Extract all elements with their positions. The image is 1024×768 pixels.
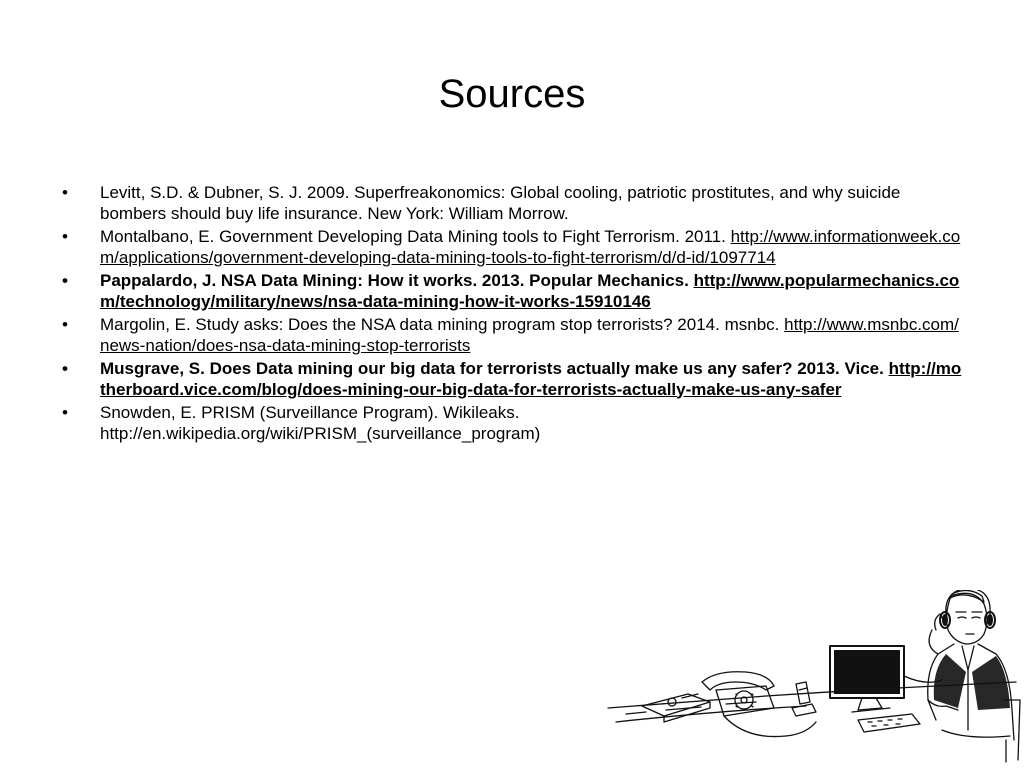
source-citation: Montalbano, E. Government Developing Data Mining tools to Fight Terrorism. 2011. — [100, 227, 726, 246]
source-link[interactable]: http://www.informationweek.com/applications/government-developing-data-mining-tools-to-fight-terrorism/d/d-id/1097714 — [100, 227, 961, 267]
bullet-icon: • — [62, 403, 68, 422]
source-link[interactable]: http://www.popularmechanics.com/technology/military/news/nsa-data-mining-how-it-works-15910146 — [100, 271, 960, 311]
sources-list — [62, 183, 962, 447]
source-item — [62, 183, 962, 224]
source-item — [62, 315, 962, 356]
source-item — [62, 403, 962, 444]
source-item — [62, 227, 962, 268]
bullet-icon: • — [62, 183, 68, 202]
source-citation: Levitt, S.D. & Dubner, S. J. 2009. Superfreakonomics: Global cooling, patriotic prostitutes, and why suicide bombers should buy life insurance. New York: William Morrow. — [100, 183, 901, 223]
source-citation: Snowden, E. PRISM (Surveillance Program). Wikileaks. — [100, 403, 520, 422]
source-citation: Pappalardo, J. NSA Data Mining: How it works. 2013. Popular Mechanics. — [100, 271, 689, 290]
bullet-icon: • — [62, 315, 68, 334]
source-citation: Musgrave, S. Does Data mining our big data for terrorists actually make us any safer? 2013. Vice. — [100, 359, 884, 378]
bullet-icon: • — [62, 359, 68, 378]
source-item — [62, 271, 962, 312]
source-item — [62, 359, 962, 400]
source-link[interactable]: http://motherboard.vice.com/blog/does-mining-our-big-data-for-terrorists-actually-make-us-any-safer — [100, 359, 962, 399]
source-citation: Margolin, E. Study asks: Does the NSA data mining program stop terrorists? 2014. msnbc. — [100, 315, 780, 334]
surveillance-agent-illustration — [606, 590, 1021, 765]
bullet-icon: • — [62, 227, 68, 246]
slide-title: Sources — [438, 72, 586, 116]
source-link: http://en.wikipedia.org/wiki/PRISM_(surveillance_program) — [100, 423, 541, 443]
bullet-icon: • — [62, 271, 68, 290]
source-link[interactable]: http://www.msnbc.com/news-nation/does-nsa-data-mining-stop-terrorists — [100, 315, 959, 355]
